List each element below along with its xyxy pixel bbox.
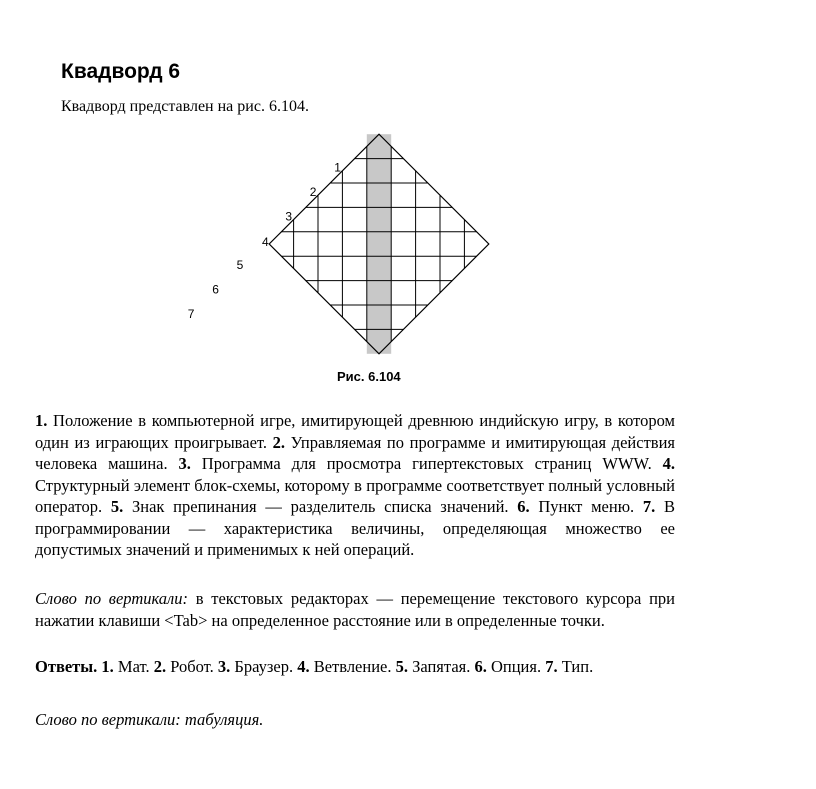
vertical-answer-label: Слово по вертикали: [35, 710, 181, 729]
clue-number: 2. [272, 432, 286, 452]
clue-number-label: 3 [285, 209, 293, 224]
clue-number: 3. [178, 454, 191, 473]
intro-text: Квадворд представлен на рис. 6.104. [61, 98, 309, 115]
clue-text: Структурный элемент блок-схемы, которому в программе соответствует полный условный оператор. [35, 475, 675, 516]
answer-number: 1. [101, 657, 114, 676]
figure-caption: Рис. 6.104 [337, 369, 401, 384]
answer-number: 2. [153, 657, 167, 676]
answer-text: Опция. [486, 657, 542, 676]
highlighted-column [367, 134, 391, 354]
clue-number: 6. [517, 497, 530, 516]
answer-text: Запятая. [407, 657, 471, 676]
answer-text: Мат. [113, 657, 150, 676]
answer-number: 7. [545, 657, 558, 676]
answer-number: 3. [217, 657, 231, 676]
answer-text: Ветвление. [309, 657, 392, 676]
answer-text: Тип. [557, 657, 594, 676]
clues-paragraph [35, 410, 675, 561]
clue-text: В программировании — характеристика величины, определяющая множество ее допустимых значений и применимых к ней операций. [35, 497, 675, 559]
clue-number-label: 1 [334, 160, 341, 175]
vertical-clue-label: Слово по вертикали: [35, 589, 188, 608]
answer-text: Браузер. [230, 657, 294, 676]
answer-text: Робот. [166, 657, 214, 676]
clue-text: Положение в компьютерной игре, имитирующей древнюю индийскую игру, в котором один из играющих проигрывает. [35, 411, 675, 452]
clue-text: Пункт меню. [529, 497, 643, 516]
answers-paragraph [35, 656, 675, 678]
clue-number-label: 5 [236, 258, 244, 273]
answers-label: Ответы. [35, 657, 98, 676]
page-title: Квадворд 6 [61, 60, 181, 83]
clue-number: 5. [110, 497, 124, 516]
vertical-answer-paragraph [35, 709, 675, 731]
clue-text: Управляемая по программе и имитирующая действия человека машина. [35, 432, 675, 473]
clue-number-label: 6 [212, 282, 219, 297]
clue-number-label: 4 [262, 234, 269, 249]
clue-number-label: 7 [187, 307, 195, 321]
clue-number-label: 2 [309, 185, 317, 199]
clue-text: Знак препинания — разделитель списка значений. [123, 497, 518, 516]
vertical-answer-text: табуляция. [184, 710, 264, 729]
vertical-clue-paragraph [35, 588, 675, 631]
answer-number: 4. [297, 657, 310, 676]
answer-number: 5. [395, 657, 408, 676]
answer-number: 6. [474, 657, 487, 676]
clue-number: 7. [642, 497, 656, 516]
clue-text: Программа для просмотра гипертекстовых страниц WWW. [190, 454, 663, 473]
clue-number: 1. [35, 411, 48, 430]
vertical-clue-text: в текстовых редакторах — перемещение текстового курсора при нажатии клавиши <Tab> на определенное расстояние или в определенные точки. [35, 589, 676, 630]
clue-number: 4. [662, 454, 675, 473]
